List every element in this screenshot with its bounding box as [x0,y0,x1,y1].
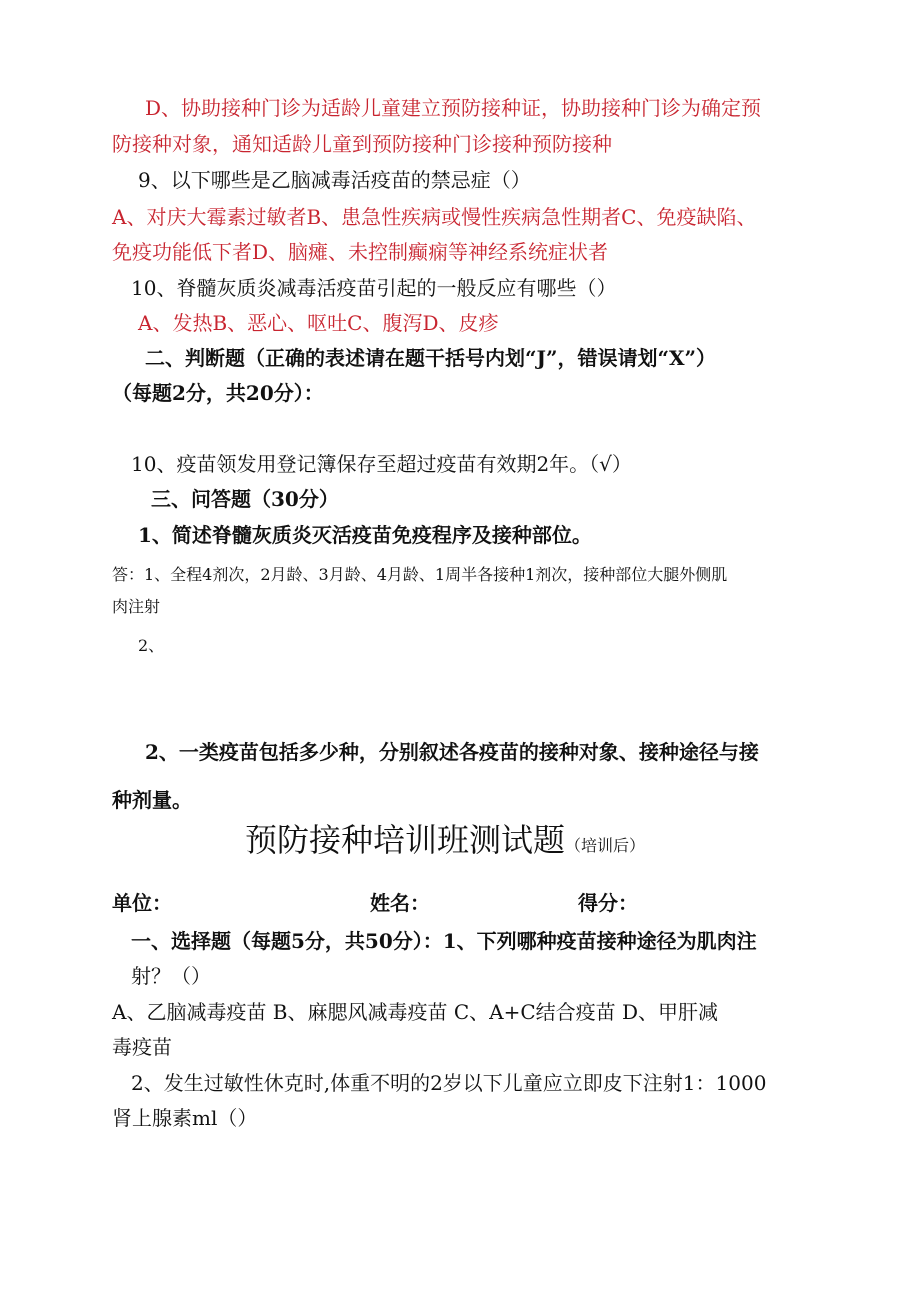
essay-answer-2: 2、 [138,636,165,655]
answer-9-line2: 免疫功能低下者D、脑瘫、未控制癫痫等神经系统症状者 [112,240,609,264]
title-note: （培训后） [565,836,646,855]
unit-label: 单位： [112,891,172,915]
question-10: 10、脊髓灰质炎减毒活疫苗引起的一般反应有哪些（） [131,276,617,300]
question-9: 9、以下哪些是乙脑减毒活疫苗的禁忌症（） [138,168,531,192]
title-text: 预防接种培训班测试题 [245,821,566,859]
option-d-line1: D、协助接种门诊为适龄儿童建立预防接种证，协助接种门诊为确定预 [145,96,762,120]
section-1-heading-line2: 射？（） [131,964,211,988]
essay-question-2-line1: 2、一类疫苗包括多少种，分别叙述各疫苗的接种对象、接种途径与接 [145,740,759,764]
name-label: 姓名： [370,891,430,915]
section-1-heading-line1 [131,927,757,955]
options-1-line2: 毒疫苗 [112,1035,172,1059]
section-2-heading: 二、判断题（正确的表述请在题干括号内划“J”，错误请划“X”） [145,346,716,370]
essay-question-2-line2: 种剂量。 [112,788,192,812]
score-label: 得分： [578,891,638,915]
question-2-line1: 2、发生过敏性休克时,体重不明的2岁以下儿童应立即皮下注射1：1000 [131,1071,767,1095]
answer-10: A、发热B、恶心、呕吐C、腹泻D、皮疹 [138,311,499,335]
section-2-scoring: （每题2分，共20分）： [112,381,324,405]
page-title [245,820,645,860]
answer-9-line1: A、对庆大霉素过敏者B、患急性疾病或慢性疾病急性期者C、免疫缺陷、 [112,205,757,229]
judgement-10: 10、疫苗领发用登记簿保存至超过疫苗有效期2年。（√） [131,452,632,476]
section-3-heading: 三、问答题（30分） [151,487,339,511]
essay-answer-1-line1: 答：1、全程4剂次，2月龄、3月龄、4月龄、1周半各接种1剂次，接种部位大腿外侧肌 [112,565,728,584]
essay-question-1: 1、简述脊髓灰质炎灭活疫苗免疫程序及接种部位。 [138,523,592,547]
question-2-line2: 肾上腺素ml（） [112,1106,258,1130]
essay-answer-1-line2: 肉注射 [112,597,161,616]
section-1-heading: 一、选择题（每题5分，共50分）：1、下列哪种疫苗接种途径为肌肉注 [131,929,757,953]
option-d-line2: 防接种对象，通知适龄儿童到预防接种门诊接种预防接种 [112,132,612,156]
options-1-line1: A、乙脑减毒疫苗 B、麻腮风减毒疫苗 C、A+C结合疫苗 D、甲肝减 [112,1000,719,1024]
